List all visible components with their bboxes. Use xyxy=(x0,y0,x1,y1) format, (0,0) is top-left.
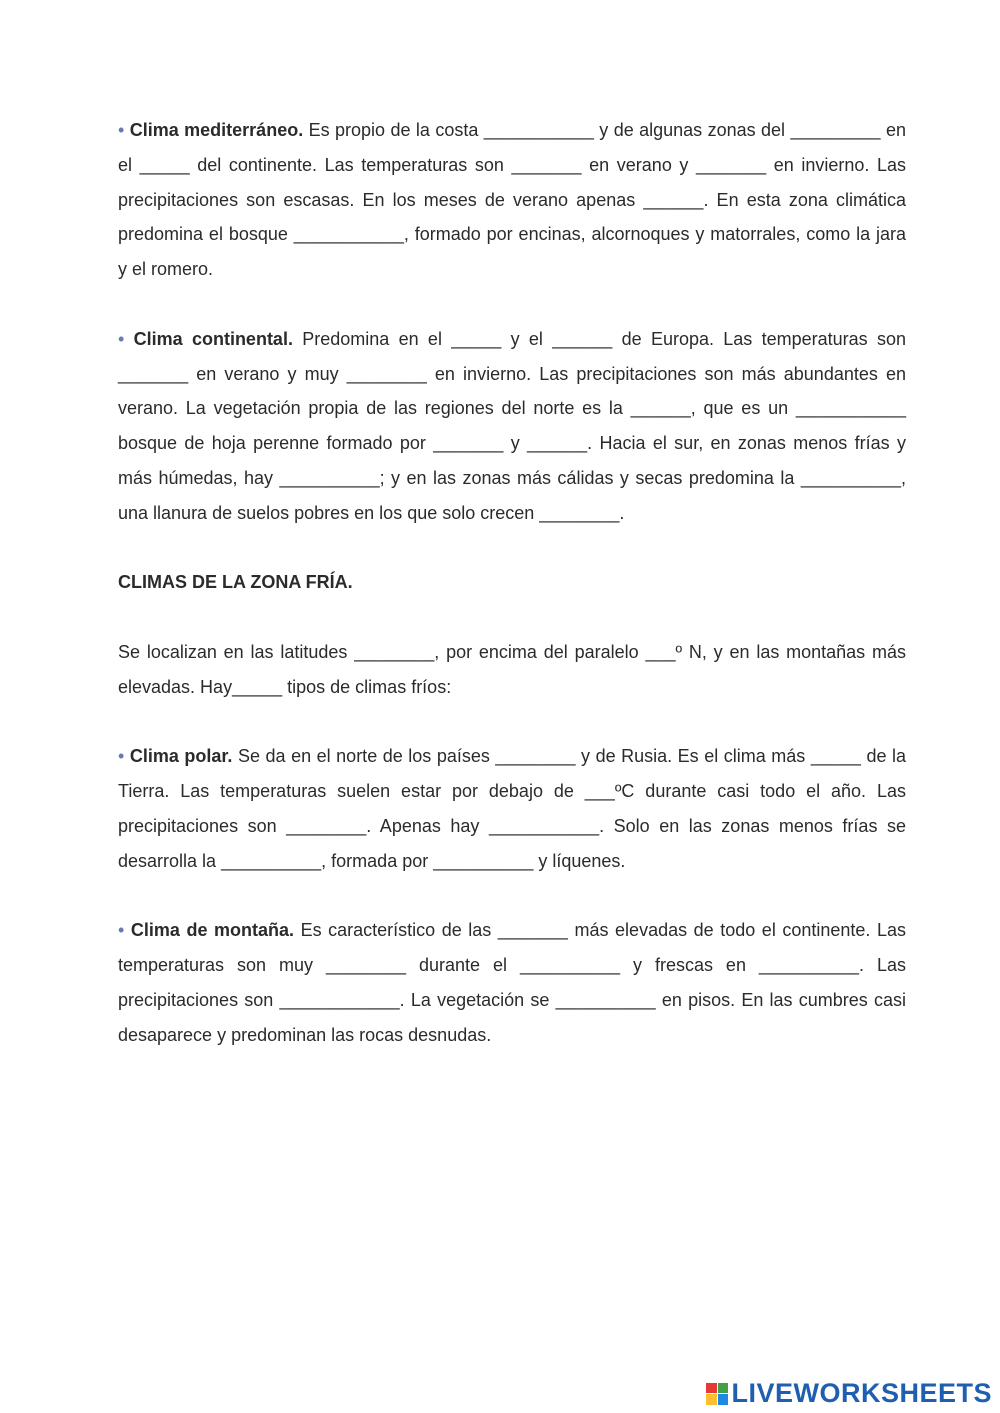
answer-blank[interactable]: ______ xyxy=(630,398,691,419)
text-segment: del continente. Las temperaturas son xyxy=(189,154,512,175)
text-segment: . Las precipitaciones son xyxy=(118,955,907,1010)
answer-blank[interactable]: ________ xyxy=(286,815,367,836)
text-segment: Se da en el norte de los países xyxy=(232,746,496,767)
answer-blank[interactable]: _____ xyxy=(232,676,283,697)
section-heading-zona-fria: CLIMAS DE LA ZONA FRÍA. xyxy=(118,572,353,593)
text-segment: y de Rusia. Es el clima más xyxy=(575,746,811,767)
answer-blank[interactable]: __________ xyxy=(279,467,380,488)
answer-blank[interactable]: __________ xyxy=(519,955,621,976)
text-segment: y líquenes. xyxy=(533,850,626,871)
text-segment: en invierno. Las precipitaciones son escasas. En los meses de verano apenas xyxy=(118,154,906,210)
liveworksheets-footer xyxy=(706,1378,992,1409)
text-segment: , formada por xyxy=(321,850,434,871)
logo-square xyxy=(718,1394,729,1405)
text-segment: de Europa. Las temperaturas son xyxy=(612,328,906,349)
text-segment: . La vegetación se xyxy=(399,989,556,1010)
term-clima-mediterraneo: Clima mediterráneo. xyxy=(129,120,304,140)
paragraph-clima-mediterraneo xyxy=(118,113,906,287)
answer-blank[interactable]: _______ xyxy=(433,433,504,454)
text-segment: y xyxy=(503,433,528,454)
answer-blank[interactable]: ______ xyxy=(552,328,613,349)
term-clima-continental: Clima continental. xyxy=(133,328,293,349)
answer-blank[interactable]: ___________ xyxy=(488,815,600,836)
logo-square xyxy=(706,1383,717,1394)
paragraph-body xyxy=(118,329,906,523)
text-segment: en verano y xyxy=(581,154,697,175)
answer-blank[interactable]: __________ xyxy=(758,955,860,976)
answer-blank[interactable]: ________ xyxy=(539,502,620,523)
answer-blank[interactable]: __________ xyxy=(221,850,322,871)
paragraph-body xyxy=(118,642,906,697)
worksheet-page xyxy=(118,113,906,1087)
text-segment: . Solo en las zonas menos frías se desarrolla la xyxy=(118,815,906,871)
paragraph-body xyxy=(118,746,906,870)
text-segment: y de algunas zonas del xyxy=(593,120,791,140)
answer-blank[interactable]: _____ xyxy=(810,746,861,767)
text-segment: tipos de climas fríos: xyxy=(282,676,452,697)
paragraph-clima-montana xyxy=(118,913,906,1052)
answer-blank[interactable]: __________ xyxy=(433,850,534,871)
text-segment: más elevadas de todo el continente. Las temperaturas son muy xyxy=(118,920,907,976)
answer-blank[interactable]: _____ xyxy=(139,154,190,175)
answer-blank[interactable]: ___________ xyxy=(795,398,906,419)
answer-blank[interactable]: ________ xyxy=(346,363,427,384)
text-segment: . Hacia el sur, en zonas menos frías y más húmedas, hay xyxy=(118,433,906,488)
text-segment: ºC durante casi todo el año. Las precipitaciones son xyxy=(118,781,906,836)
logo-square xyxy=(718,1383,729,1394)
text-segment: Es propio de la costa xyxy=(303,120,484,140)
text-segment: , formado por encinas, alcornoques y matorrales, como la jara y el romero. xyxy=(118,224,906,280)
text-segment: , que es un xyxy=(690,398,796,419)
text-segment: . En esta zona climática predomina el bosque xyxy=(118,189,906,245)
text-segment: , una llanura de suelos pobres en los que solo crecen xyxy=(118,467,906,523)
bullet: • xyxy=(118,328,125,349)
bullet: • xyxy=(118,920,125,941)
term-clima-polar: Clima polar. xyxy=(129,746,233,767)
answer-blank[interactable]: _______ xyxy=(511,154,582,175)
answer-blank[interactable]: ________ xyxy=(325,955,407,976)
text-segment: , por encima del paralelo xyxy=(434,641,646,662)
liveworksheets-logo-icon xyxy=(706,1383,728,1405)
answer-blank[interactable]: _______ xyxy=(118,363,189,384)
bullet: • xyxy=(118,120,125,140)
answer-blank[interactable]: ___________ xyxy=(483,120,594,140)
text-segment: en verano y muy xyxy=(188,363,347,384)
text-segment: en pisos. En las cumbres casi desaparece y predominan las rocas desnudas. xyxy=(118,989,906,1045)
answer-blank[interactable]: ________ xyxy=(354,641,435,662)
term-clima-montana: Clima de montaña. xyxy=(130,920,295,941)
text-segment: de la Tierra. Las temperaturas suelen estar por debajo de xyxy=(118,746,907,802)
paragraph-clima-continental xyxy=(118,322,906,531)
paragraph-zona-fria-intro xyxy=(118,635,906,705)
answer-blank[interactable]: ________ xyxy=(495,746,576,767)
text-segment: y frescas en xyxy=(620,955,759,976)
logo-square xyxy=(706,1394,717,1405)
answer-blank[interactable]: _____ xyxy=(451,328,502,349)
text-segment: . Apenas hay xyxy=(366,815,489,836)
answer-blank[interactable]: ___ xyxy=(645,641,676,662)
text-segment: º N, y en las montañas más elevadas. Hay xyxy=(118,641,906,697)
text-segment: Es característico de las xyxy=(294,920,498,941)
brand-name: LIVEWORKSHEETS xyxy=(731,1378,992,1408)
answer-blank[interactable]: _______ xyxy=(696,154,767,175)
text-segment: en invierno. Las precipitaciones son más abundantes en verano. La vegetación propia de las regiones del norte es la xyxy=(118,363,906,419)
text-segment: Se localizan en las latitudes xyxy=(118,641,355,662)
text-segment: Predomina en el xyxy=(292,328,452,349)
answer-blank[interactable]: _________ xyxy=(790,120,881,140)
text-segment: . xyxy=(619,502,625,523)
answer-blank[interactable]: ___ xyxy=(584,781,615,802)
text-segment: en el xyxy=(118,120,906,175)
bullet: • xyxy=(118,746,125,767)
paragraph-body xyxy=(118,120,906,279)
text-segment: bosque de hoja perenne formado por xyxy=(118,433,434,454)
text-segment: ; y en las zonas más cálidas y secas predomina la xyxy=(379,467,801,488)
text-segment: durante el xyxy=(406,955,520,976)
answer-blank[interactable]: ______ xyxy=(643,189,704,210)
answer-blank[interactable]: __________ xyxy=(800,467,901,488)
paragraph-clima-polar xyxy=(118,739,906,878)
text-segment: y el xyxy=(501,328,553,349)
answer-blank[interactable]: __________ xyxy=(555,989,656,1010)
answer-blank[interactable]: ____________ xyxy=(279,989,400,1010)
answer-blank[interactable]: ______ xyxy=(527,433,588,454)
answer-blank[interactable]: _______ xyxy=(497,920,568,941)
answer-blank[interactable]: ___________ xyxy=(293,224,404,245)
